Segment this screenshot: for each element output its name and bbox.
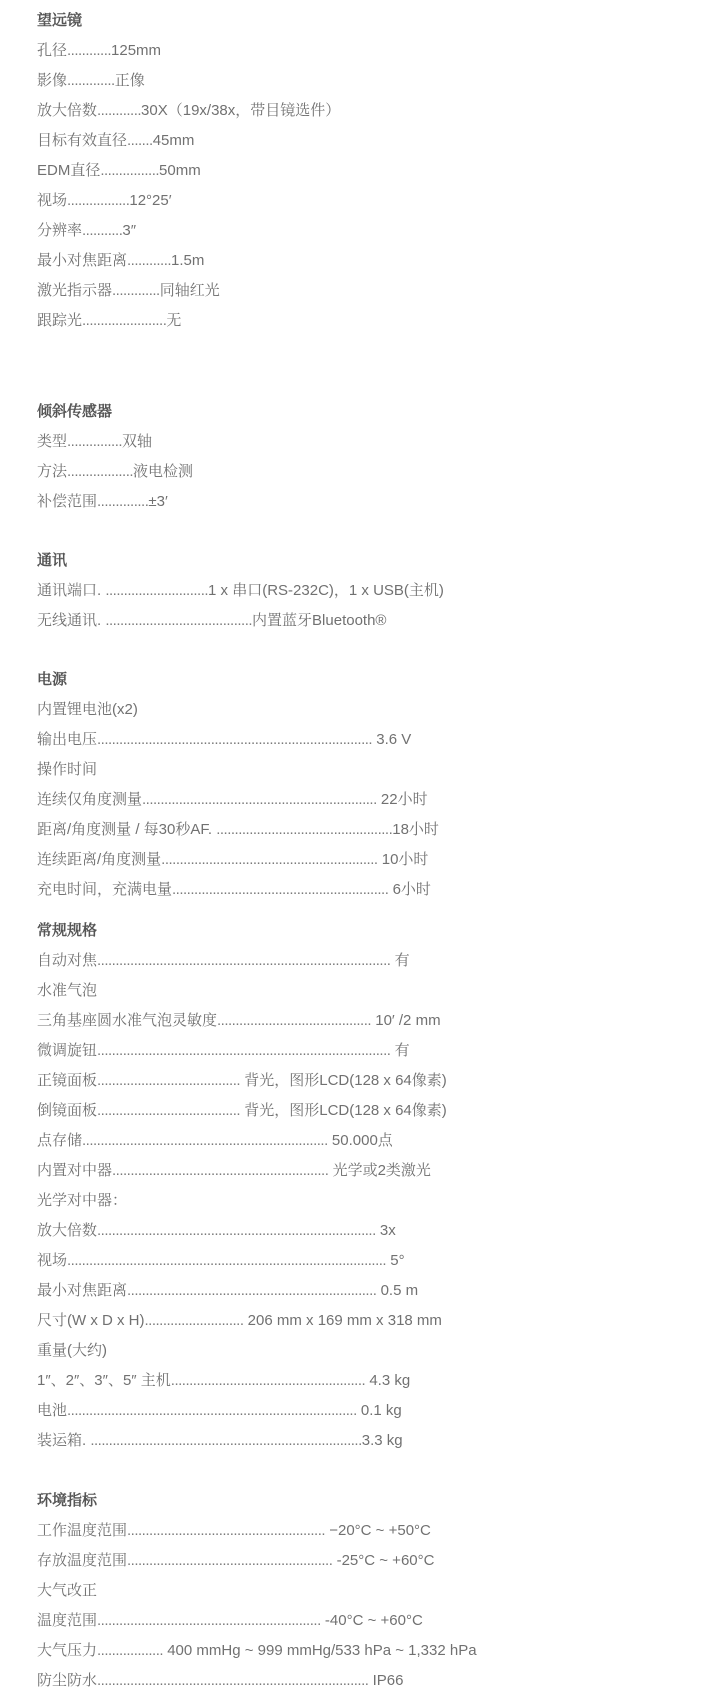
- spec-value: 3x: [375, 1222, 396, 1239]
- spec-value: 206 mm x 169 mm x 318 mm: [243, 1312, 442, 1329]
- dot-leader: ................................................................................: [97, 952, 391, 969]
- spec-label: 工作温度范围: [37, 1522, 128, 1539]
- spec-label: 内置对中器: [37, 1162, 113, 1179]
- spec-row: [37, 1306, 715, 1336]
- spec-row: [37, 487, 715, 517]
- spec-row: [37, 306, 715, 336]
- dot-leader: ..........................................................................: [90, 1432, 362, 1449]
- spec-value: -40°C ~ +60°C: [320, 1612, 423, 1629]
- spec-row: [37, 946, 715, 976]
- spec-row: [37, 1246, 715, 1276]
- spec-row: [37, 606, 715, 636]
- spec-value: 10′ /2 mm: [371, 1012, 441, 1029]
- dot-leader: ................................................: [216, 821, 393, 838]
- spec-value: 50.000点: [327, 1132, 393, 1149]
- dot-leader: .....................................................: [170, 1372, 366, 1389]
- spec-label: 1″、2″、3″、5″ 主机: [37, 1372, 171, 1389]
- spec-row: [37, 186, 715, 216]
- dot-leader: ..........................................: [217, 1012, 372, 1029]
- spec-label: 装运箱.: [37, 1432, 91, 1449]
- spec-label: 孔径: [37, 42, 68, 59]
- spec-label: 存放温度范围: [37, 1552, 128, 1569]
- spec-label: 三角基座圆水准气泡灵敏度: [37, 1012, 218, 1029]
- spec-value: 有: [390, 952, 410, 969]
- spec-label: 距离/角度测量 / 每30秒AF.: [37, 821, 217, 838]
- spec-label: 内置锂电池(x2): [37, 701, 138, 718]
- spec-row: [37, 1666, 715, 1696]
- spec-value: 4.3 kg: [365, 1372, 411, 1389]
- dot-leader: ..................: [97, 1642, 164, 1659]
- spec-label: 正镜面板: [37, 1072, 98, 1089]
- spec-label: 连续仅角度测量: [37, 791, 143, 808]
- spec-value: 有: [390, 1042, 410, 1059]
- spec-label: 跟踪光: [37, 312, 83, 329]
- spec-row: [37, 36, 715, 66]
- spec-label: 放大倍数: [37, 1222, 98, 1239]
- dot-leader: ............: [97, 102, 142, 119]
- spec-row: [37, 1336, 715, 1366]
- spec-row: [37, 1636, 715, 1666]
- dot-leader: ............................................................................: [97, 1222, 376, 1239]
- dot-leader: .......: [127, 132, 153, 149]
- spec-row: [37, 246, 715, 276]
- dot-leader: ............: [127, 252, 172, 269]
- dot-leader: ...........................: [144, 1312, 244, 1329]
- spec-section: [37, 546, 715, 636]
- spec-value: 背光，图形LCD(128 x 64像素): [240, 1102, 447, 1119]
- spec-value: -25°C ~ +60°C: [332, 1552, 435, 1569]
- spec-value: 3″: [122, 222, 137, 239]
- spec-row: [37, 976, 715, 1006]
- spec-label: 点存储: [37, 1132, 83, 1149]
- dot-leader: ............: [67, 42, 112, 59]
- section-title: 通讯: [37, 552, 68, 569]
- dot-leader: .......................................................................................: [67, 1252, 387, 1269]
- spec-label: 激光指示器: [37, 282, 113, 299]
- dot-leader: .......................................: [97, 1102, 241, 1119]
- spec-row: [37, 276, 715, 306]
- spec-value: 10小时: [377, 851, 429, 868]
- spec-label: 充电时间，充满电量: [37, 881, 173, 898]
- spec-label: 无线通讯.: [37, 612, 106, 629]
- spec-label: 方法: [37, 463, 68, 480]
- spec-row: [37, 695, 715, 725]
- dot-leader: ...............................................................................: [67, 1402, 357, 1419]
- dot-leader: ................................................................: [142, 791, 377, 808]
- spec-row: [37, 725, 715, 755]
- spec-sections: [37, 6, 715, 1696]
- spec-row: [37, 1366, 715, 1396]
- spec-row: [37, 1036, 715, 1066]
- spec-row: [37, 427, 715, 457]
- spec-value: 3.3 kg: [361, 1432, 403, 1449]
- spec-label: 连续距离/角度测量: [37, 851, 162, 868]
- dot-leader: ...................................................................: [82, 1132, 328, 1149]
- spec-value: 125mm: [111, 42, 162, 59]
- spec-row: [37, 1546, 715, 1576]
- spec-section: [37, 916, 715, 1456]
- spec-label: 自动对焦: [37, 952, 98, 969]
- spec-row: [37, 1006, 715, 1036]
- spec-row: [37, 785, 715, 815]
- spec-row: [37, 1276, 715, 1306]
- spec-row: [37, 66, 715, 96]
- spec-value: 同轴红光: [159, 282, 220, 299]
- spec-row: [37, 126, 715, 156]
- dot-leader: ................: [100, 162, 160, 179]
- spec-value: 22小时: [376, 791, 428, 808]
- spec-value: 50mm: [159, 162, 201, 179]
- spec-label: 电池: [37, 1402, 68, 1419]
- spec-label: 视场: [37, 192, 68, 209]
- spec-label: 倒镜面板: [37, 1102, 98, 1119]
- spec-value: 无: [166, 312, 182, 329]
- spec-label: 通讯端口.: [37, 582, 106, 599]
- dot-leader: ..........................................................................: [97, 1672, 369, 1689]
- dot-leader: ...........: [82, 222, 123, 239]
- section-title: 望远镜: [37, 12, 83, 29]
- spec-value: ±3′: [148, 493, 168, 510]
- spec-row: [37, 156, 715, 186]
- spec-label: 光学对中器：: [37, 1192, 128, 1209]
- dot-leader: ........................................: [105, 612, 253, 629]
- dot-leader: .............................................................: [97, 1612, 321, 1629]
- spec-label: 类型: [37, 433, 68, 450]
- dot-leader: ...............: [67, 433, 123, 450]
- dot-leader: ............................: [105, 582, 209, 599]
- spec-section: [37, 397, 715, 517]
- spec-label: 视场: [37, 1252, 68, 1269]
- spec-value: 光学或2类激光: [328, 1162, 431, 1179]
- spec-value: 0.1 kg: [356, 1402, 402, 1419]
- spec-row: [37, 815, 715, 845]
- spec-label: 重量(大约): [37, 1342, 107, 1359]
- spec-row: [37, 1216, 715, 1246]
- spec-row: [37, 1096, 715, 1126]
- spec-label: EDM直径: [37, 162, 101, 179]
- spec-label: 补偿范围: [37, 493, 98, 510]
- dot-leader: ....................................................................: [127, 1282, 377, 1299]
- dot-leader: .............: [67, 72, 115, 89]
- spec-label: 尺寸(W x D x H): [37, 1312, 145, 1329]
- dot-leader: .......................: [82, 312, 167, 329]
- section-title: 环境指标: [37, 1492, 98, 1509]
- spec-value: 0.5 m: [376, 1282, 419, 1299]
- dot-leader: ...........................................................: [161, 851, 378, 868]
- spec-value: 双轴: [122, 433, 153, 450]
- spec-row: [37, 1426, 715, 1456]
- spec-value: 12°25′: [129, 192, 172, 209]
- spec-row: [37, 216, 715, 246]
- spec-section: [37, 665, 715, 905]
- spec-row: [37, 1576, 715, 1606]
- spec-value: 400 mmHg ~ 999 mmHg/533 hPa ~ 1,332 hPa: [163, 1642, 477, 1659]
- spec-label: 输出电压: [37, 731, 98, 748]
- dot-leader: ..............: [97, 493, 149, 510]
- spec-label: 大气改正: [37, 1582, 98, 1599]
- section-title: 电源: [37, 671, 68, 688]
- spec-row: [37, 1156, 715, 1186]
- spec-row: [37, 457, 715, 487]
- dot-leader: ................................................................................: [97, 1042, 391, 1059]
- spec-label: 大气压力: [37, 1642, 98, 1659]
- spec-row: [37, 845, 715, 875]
- spec-value: IP66: [368, 1672, 404, 1689]
- dot-leader: .................: [67, 192, 130, 209]
- section-title: 倾斜传感器: [37, 403, 113, 420]
- spec-row: [37, 755, 715, 785]
- spec-label: 放大倍数: [37, 102, 98, 119]
- dot-leader: .............: [112, 282, 160, 299]
- spec-value: 45mm: [152, 132, 195, 149]
- spec-row: [37, 576, 715, 606]
- dot-leader: ..................: [67, 463, 134, 480]
- spec-row: [37, 1396, 715, 1426]
- spec-label: 最小对焦距离: [37, 252, 128, 269]
- spec-label: 目标有效直径: [37, 132, 128, 149]
- spec-value: 3.6 V: [372, 731, 412, 748]
- spec-label: 防尘防水: [37, 1672, 98, 1689]
- spec-section: [37, 6, 715, 336]
- dot-leader: ...........................................................: [172, 881, 389, 898]
- spec-label: 操作时间: [37, 761, 98, 778]
- dot-leader: ........................................................: [127, 1552, 333, 1569]
- spec-value: 1 x 串口(RS-232C)，1 x USB(主机): [208, 582, 444, 599]
- dot-leader: ...........................................................................: [97, 731, 373, 748]
- spec-row: [37, 96, 715, 126]
- spec-label: 温度范围: [37, 1612, 98, 1629]
- spec-label: 分辨率: [37, 222, 83, 239]
- spec-value: 背光，图形LCD(128 x 64像素): [240, 1072, 447, 1089]
- dot-leader: ...........................................................: [112, 1162, 329, 1179]
- spec-row: [37, 875, 715, 905]
- spec-label: 影像: [37, 72, 68, 89]
- spec-label: 最小对焦距离: [37, 1282, 128, 1299]
- spec-value: −20°C ~ +50°C: [325, 1522, 431, 1539]
- spec-row: [37, 1126, 715, 1156]
- spec-label: 微调旋钮: [37, 1042, 98, 1059]
- spec-value: 液电检测: [133, 463, 194, 480]
- spec-row: [37, 1066, 715, 1096]
- spec-row: [37, 1516, 715, 1546]
- section-title: 常规规格: [37, 922, 98, 939]
- spec-label: 水准气泡: [37, 982, 98, 999]
- spec-value: 正像: [114, 72, 145, 89]
- spec-value: 30X（19x/38x，带目镜选件）: [141, 102, 341, 119]
- spec-row: [37, 1606, 715, 1636]
- spec-value: 1.5m: [171, 252, 205, 269]
- spec-value: 6小时: [388, 881, 431, 898]
- dot-leader: .......................................: [97, 1072, 241, 1089]
- dot-leader: ......................................................: [127, 1522, 326, 1539]
- spec-value: 内置蓝牙Bluetooth®: [252, 612, 387, 629]
- spec-row: [37, 1186, 715, 1216]
- spec-value: 5°: [386, 1252, 405, 1269]
- spec-section: [37, 1486, 715, 1696]
- spec-value: 18小时: [392, 821, 439, 838]
